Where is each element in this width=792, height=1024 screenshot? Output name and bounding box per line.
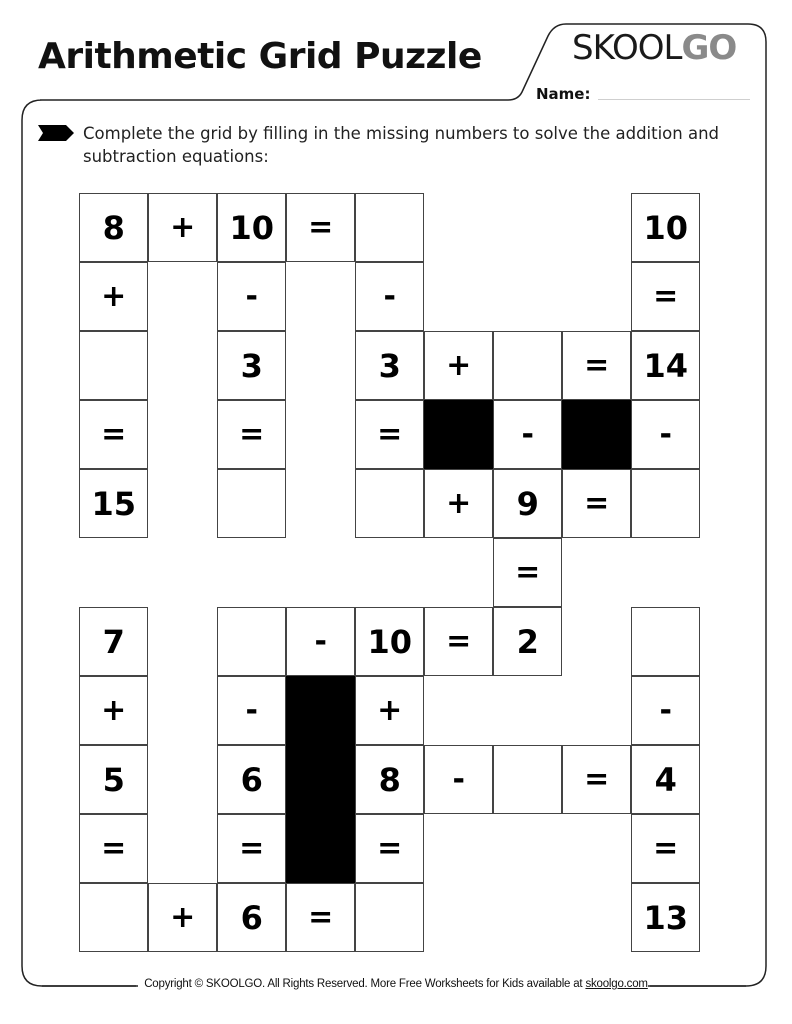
operator-cell: + bbox=[148, 193, 217, 262]
number-cell: 3 bbox=[217, 331, 286, 400]
operator-cell: = bbox=[424, 607, 493, 676]
footer-link[interactable]: skoolgo.com bbox=[585, 978, 648, 990]
answer-cell[interactable] bbox=[493, 745, 562, 814]
answer-cell[interactable] bbox=[355, 193, 424, 262]
number-cell: 8 bbox=[355, 745, 424, 814]
answer-cell[interactable] bbox=[355, 469, 424, 538]
operator-cell: = bbox=[562, 331, 631, 400]
number-cell: 3 bbox=[355, 331, 424, 400]
number-cell: 15 bbox=[79, 469, 148, 538]
operator-cell: - bbox=[424, 745, 493, 814]
answer-cell[interactable] bbox=[79, 883, 148, 952]
operator-cell: = bbox=[562, 745, 631, 814]
operator-cell: = bbox=[217, 400, 286, 469]
operator-cell: = bbox=[355, 400, 424, 469]
blocked-cell bbox=[562, 400, 631, 469]
number-cell: 10 bbox=[631, 193, 700, 262]
number-cell: 13 bbox=[631, 883, 700, 952]
answer-cell[interactable] bbox=[217, 607, 286, 676]
arrow-tag-icon bbox=[38, 125, 74, 141]
operator-cell: = bbox=[286, 193, 355, 262]
number-cell: 8 bbox=[79, 193, 148, 262]
number-cell: 10 bbox=[355, 607, 424, 676]
operator-cell: + bbox=[355, 676, 424, 745]
operator-cell: = bbox=[79, 400, 148, 469]
operator-cell: + bbox=[79, 262, 148, 331]
logo-accent: GO bbox=[681, 28, 737, 68]
number-cell: 6 bbox=[217, 745, 286, 814]
blocked-cell bbox=[286, 676, 355, 745]
operator-cell: = bbox=[631, 814, 700, 883]
operator-cell: - bbox=[493, 400, 562, 469]
operator-cell: = bbox=[562, 469, 631, 538]
operator-cell: + bbox=[79, 676, 148, 745]
puzzle-grid bbox=[80, 194, 701, 953]
answer-cell[interactable] bbox=[217, 469, 286, 538]
operator-cell: = bbox=[355, 814, 424, 883]
blocked-cell bbox=[286, 745, 355, 814]
operator-cell: = bbox=[217, 814, 286, 883]
name-label: Name: bbox=[536, 85, 591, 103]
blocked-cell bbox=[286, 814, 355, 883]
answer-cell[interactable] bbox=[631, 607, 700, 676]
answer-cell[interactable] bbox=[631, 469, 700, 538]
operator-cell: = bbox=[493, 538, 562, 607]
operator-cell: - bbox=[286, 607, 355, 676]
operator-cell: = bbox=[631, 262, 700, 331]
operator-cell: - bbox=[217, 262, 286, 331]
footer-text: Copyright © SKOOLGO. All Rights Reserved. More Free Worksheets for Kids available at bbox=[144, 978, 586, 990]
operator-cell: + bbox=[424, 469, 493, 538]
operator-cell: - bbox=[217, 676, 286, 745]
operator-cell: - bbox=[631, 676, 700, 745]
brand-logo bbox=[572, 28, 736, 68]
footer-copyright bbox=[0, 978, 792, 990]
number-cell: 9 bbox=[493, 469, 562, 538]
logo-main: SKOOL bbox=[572, 28, 682, 68]
number-cell: 5 bbox=[79, 745, 148, 814]
operator-cell: - bbox=[631, 400, 700, 469]
operator-cell: - bbox=[355, 262, 424, 331]
number-cell: 4 bbox=[631, 745, 700, 814]
number-cell: 7 bbox=[79, 607, 148, 676]
answer-cell[interactable] bbox=[493, 331, 562, 400]
number-cell: 2 bbox=[493, 607, 562, 676]
operator-cell: = bbox=[79, 814, 148, 883]
answer-cell[interactable] bbox=[79, 331, 148, 400]
number-cell: 6 bbox=[217, 883, 286, 952]
number-cell: 14 bbox=[631, 331, 700, 400]
operator-cell: + bbox=[148, 883, 217, 952]
operator-cell: + bbox=[424, 331, 493, 400]
page-title: Arithmetic Grid Puzzle bbox=[38, 36, 482, 77]
blocked-cell bbox=[424, 400, 493, 469]
operator-cell: = bbox=[286, 883, 355, 952]
instruction-text: Complete the grid by filling in the missing numbers to solve the addition and subtraction equations: bbox=[83, 124, 720, 166]
name-input-line[interactable] bbox=[598, 99, 750, 100]
answer-cell[interactable] bbox=[355, 883, 424, 952]
number-cell: 10 bbox=[217, 193, 286, 262]
